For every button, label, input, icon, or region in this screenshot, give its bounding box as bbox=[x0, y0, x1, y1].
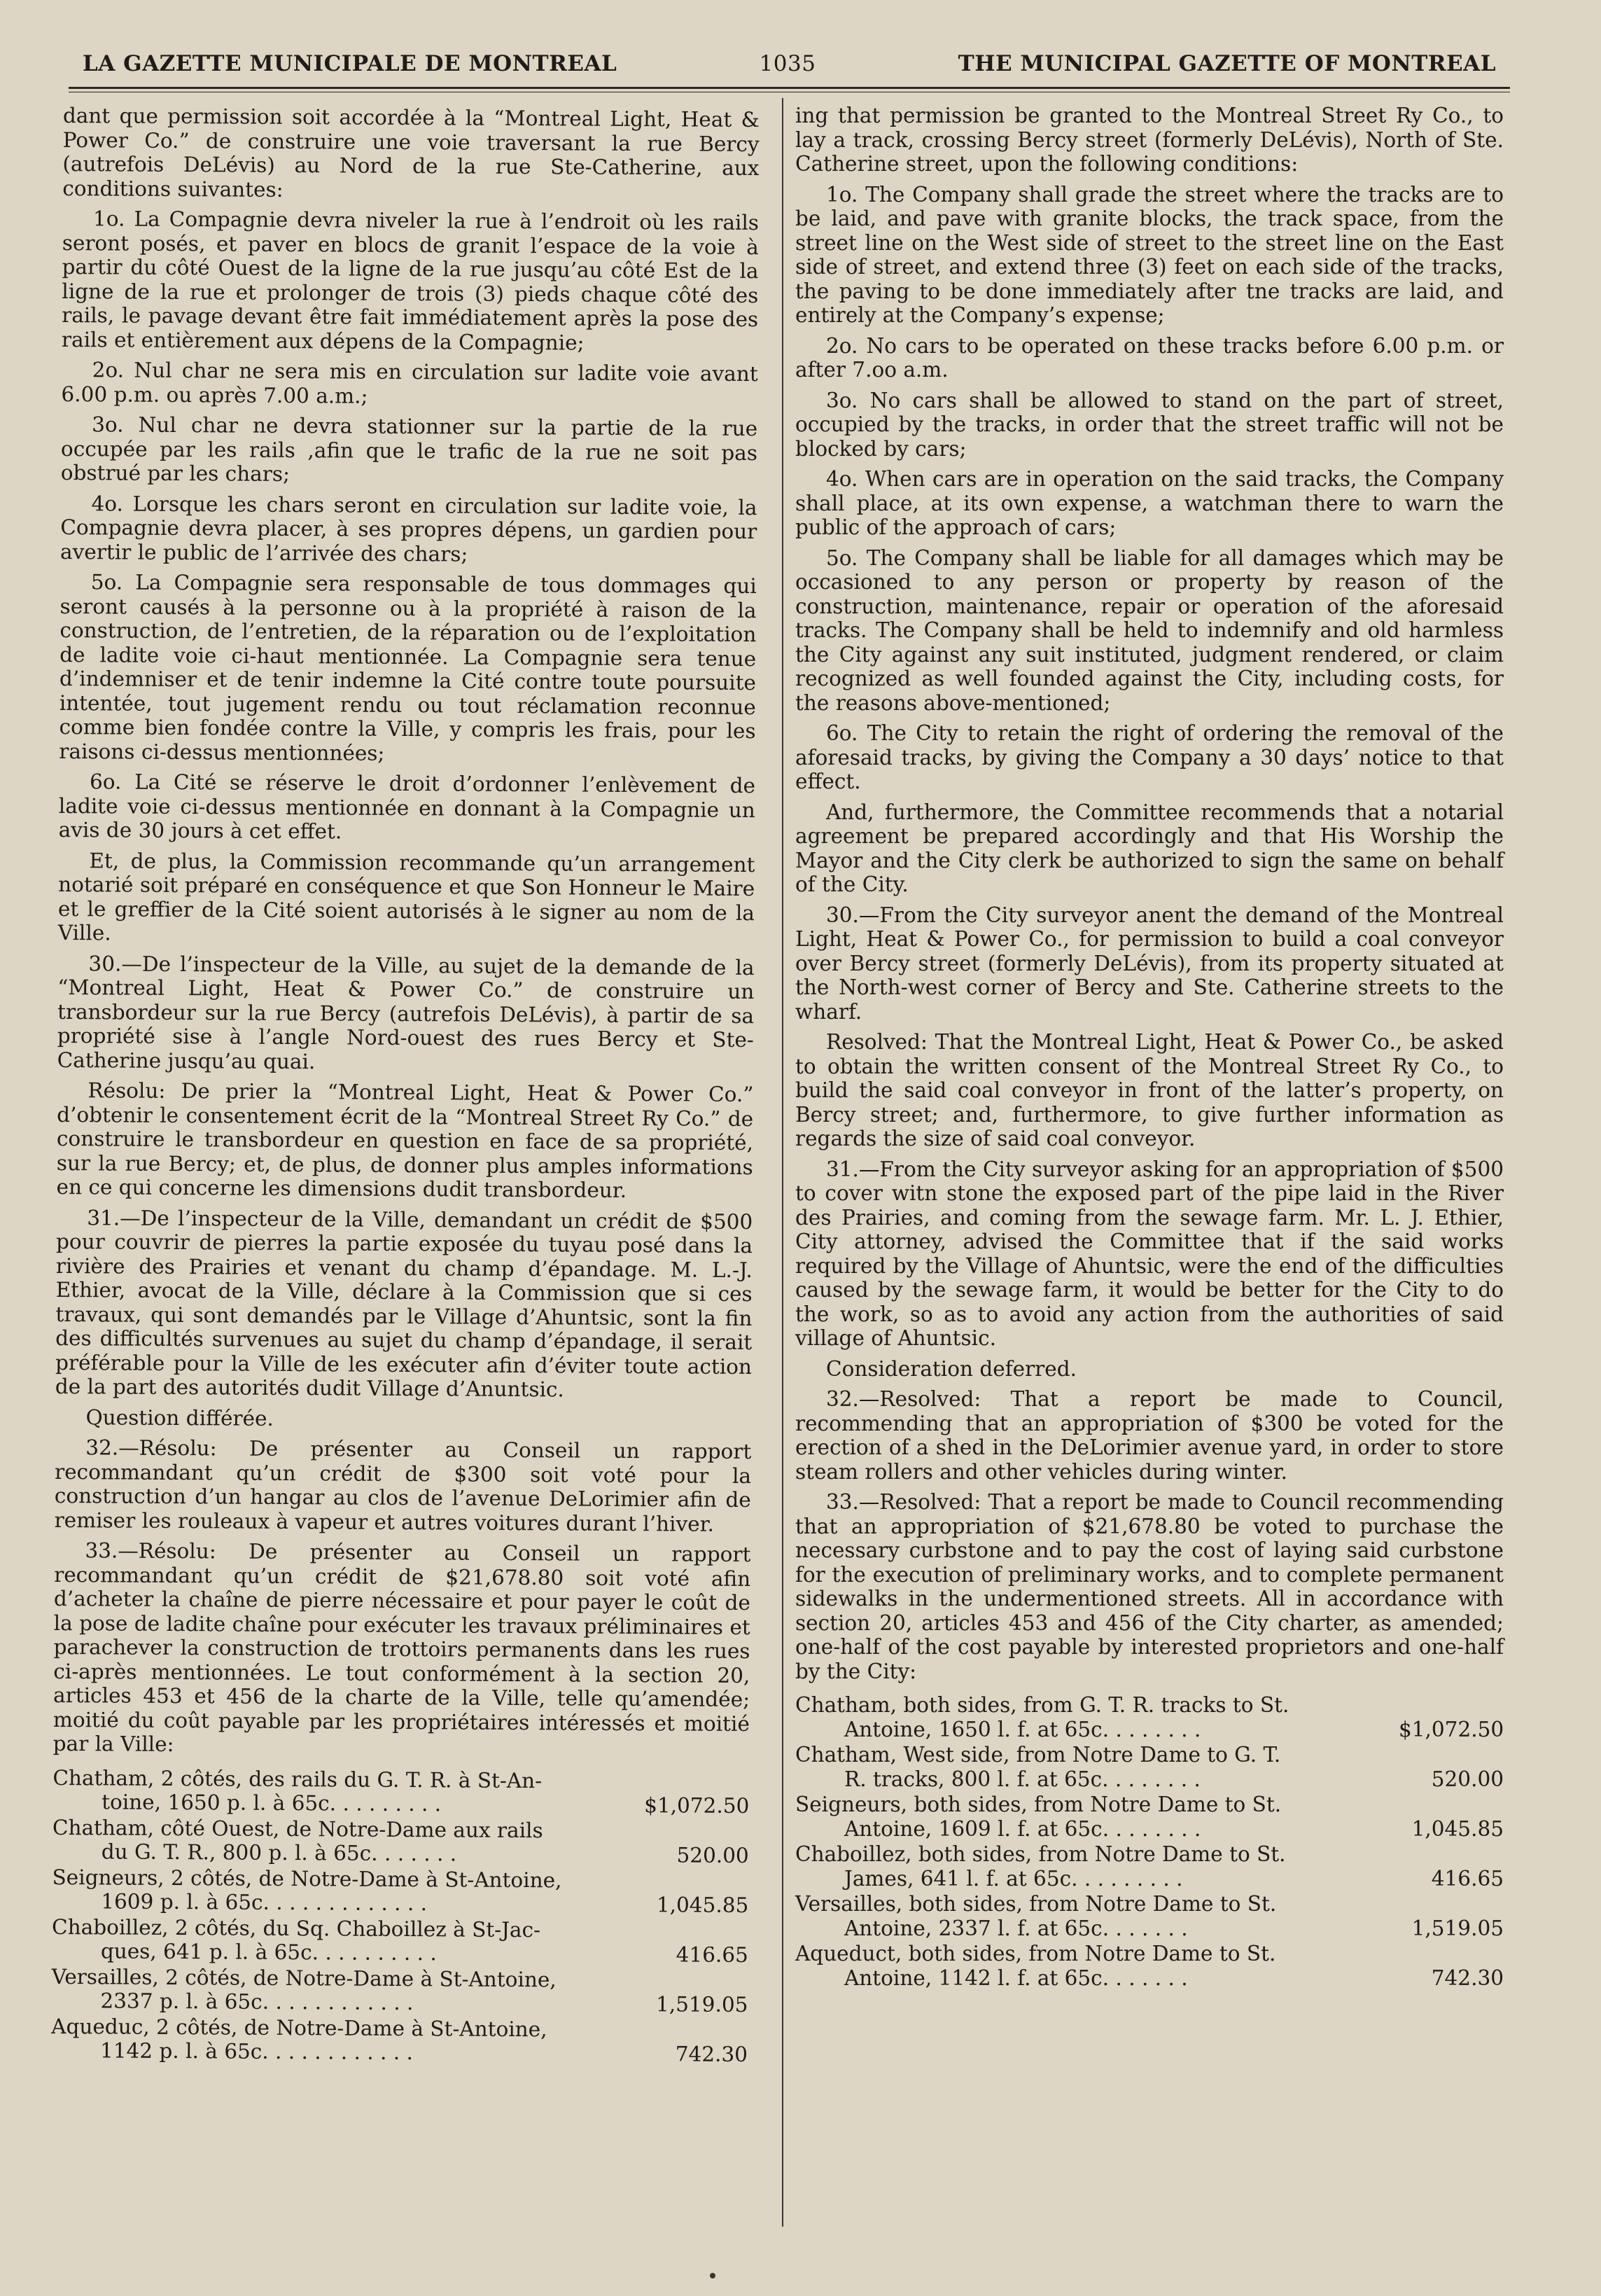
item-line2: Antoine, 1142 l. f. at 65c. . . . . . . bbox=[844, 1965, 1188, 1990]
en-paragraph: Resolved: That the Montreal Light, Heat & Power Co., be asked to obtain the written consent of the Montreal Street Ry Co., to build the said coal conveyor in front of the latter’s property, on Bercy street; and, furthermore, to give further information as regards the size of said coal conveyor. bbox=[795, 1030, 1504, 1150]
en-paragraph: 33.—Resolved: That a report be made to Council recommending that an appropriation of $21,678.80 be voted to purchase the necessary curbstone and to pay the cost of laying said curbstone for the execution of preliminary works, and to complete permanent sidewalks in the undermentioned streets. All in accordance with section 20, articles 453 and 456 of the City charter, as amended; one-half of the cost payable by interested proprietors and one-half by the City: bbox=[795, 1490, 1504, 1683]
fr-paragraph: 6o. La Cité se réserve le droit d’ordonner l’enlèvement de ladite voie ci-dessus mentionnée en donnant à la Compagnie un avis de 30 jours à cet effet. bbox=[58, 770, 756, 844]
item-amount: 1,045.85 bbox=[656, 1893, 749, 1918]
fr-paragraph: 3o. Nul char ne devra stationner sur la partie de la rue occupée par les rails ,afin que le trafic de la rue ne soit pas obstrué par les chars; bbox=[60, 412, 758, 486]
en-paragraph: Consideration deferred. bbox=[826, 1356, 1077, 1381]
fr-paragraph: 31.—De l’inspecteur de la Ville, demandant un crédit de $500 pour couvrir de pierres la partie exposée du tuyau posé dans la rivière des Prairies et venant du champ d’épandage. M. L.-J. Ethier, avocat de la Ville, déclare à la Commission que si ces travaux, qui sont demandés par le Village d’Ahuntsic, sont la fin des difficultés survenues au sujet du champ d’épandage, il serait préférable pour la Ville de les exécuter afin d’éviter toute action de la part des autorités dudit Village d’Anuntsic. bbox=[55, 1205, 753, 1402]
en-paragraph: And, furthermore, the Committee recommends that a notarial agreement be prepared accordingly and that His Worship the Mayor and the City clerk be authorized to sign the same on behalf of the City. bbox=[795, 800, 1504, 896]
item-line1: Aqueduct, both sides, from Notre Dame to St. bbox=[795, 1942, 1276, 1965]
list-item bbox=[795, 1743, 1504, 1791]
fr-paragraph: 32.—Résolu: De présenter au Conseil un rapport recommandant qu’un crédit de $300 soit voté pour la construction d’un hangar au clos de l’avenue DeLorimier afin de remiser les rouleaux à vapeur et autres voitures durant l’hiver. bbox=[54, 1435, 752, 1536]
fr-paragraph: 2o. Nul char ne sera mis en circulation sur ladite voie avant 6.00 p.m. ou après 7.00 a.m.; bbox=[61, 358, 758, 408]
item-amount: $1,072.50 bbox=[1399, 1717, 1504, 1741]
fr-paragraph: 5o. La Compagnie sera responsable de tous dommages qui seront causés à la personne ou à la propriété à raison de la construction, de l’entretien, de la réparation ou de l’exploitation de ladite voie ci-haut mentionnée. La Compagnie sera tenue d’indemniser et de tenir indemne la Cité contre toute poursuite intentée, tout jugement rendu ou tout réclamation reconnue comme bien fondée contre la Ville, y compris les frais, pour les raisons ci-dessus mentionnées; bbox=[59, 570, 757, 765]
item-line2: Antoine, 2337 l. f. at 65c. . . . . . . bbox=[844, 1916, 1188, 1940]
fr-cost-list bbox=[51, 1765, 750, 2066]
item-line2: Antoine, 1650 l. f. at 65c. . . . . . . . bbox=[844, 1717, 1201, 1741]
en-cost-list bbox=[795, 1693, 1504, 1990]
item-line2: James, 641 l. f. at 65c. . . . . . . . . bbox=[844, 1866, 1183, 1891]
list-item bbox=[53, 1815, 749, 1867]
left-column bbox=[51, 104, 760, 2068]
item-line1: Seigneurs, 2 côtés, de Notre-Dame à St-Antoine, bbox=[52, 1865, 562, 1892]
en-paragraph: 4o. When cars are in operation on the said tracks, the Company shall place, at its own expense, a watchman there to warn the public of the approach of cars; bbox=[795, 467, 1504, 539]
item-line2: toine, 1650 p. l. à 65c. . . . . . . . . bbox=[102, 1790, 442, 1816]
fr-paragraph: 33.—Résolu: De présenter au Conseil un rapport recommandant qu’un crédit de $21,678.80 soit voté afin d’acheter la chaîne de pierre nécessaire et pour payer le coût de la pose de ladite chaîne pour exécuter les travaux préliminaires et parachever la construction de trottoirs permanents dans les rues ci-après mentionnées. Le tout conformément à la section 20, articles 453 et 456 de la charte de la Ville, telle qu’amendée; moitié du coût payable par les propriétaires intéressés et moitié par la Ville: bbox=[53, 1538, 751, 1757]
en-paragraph: 3o. No cars shall be allowed to stand on the part of street, occupied by the tracks, in order that the street traffic will not be blocked by cars; bbox=[795, 388, 1504, 461]
item-line1: Chaboillez, 2 côtés, du Sq. Chaboillez à St-Jac- bbox=[51, 1914, 541, 1942]
list-item bbox=[795, 1793, 1504, 1841]
en-paragraph: 1o. The Company shall grade the street where the tracks are to be laid, and pave with granite blocks, the track space, from the street line on the West side of street to the street line on the East side of street, and extend three (3) feet on each side of the tracks, the paving to be done immediately after tne tracks are laid, and entirely at the Company’s expense; bbox=[795, 182, 1504, 327]
en-paragraph: 5o. The Company shall be liable for all damages which may be occasioned to any person or property by reason of the construction, maintenance, repair or operation of the aforesaid tracks. The Company shall be held to indemnify and old harmless the City against any suit instituted, judgment rendered, or claim recognized as well founded against the City, including costs, for the reasons above-mentioned; bbox=[795, 545, 1504, 715]
fr-paragraph: Et, de plus, la Commission recommande qu’un arrangement notarié soit préparé en conséquence et que Son Honneur le Maire et le greffier de la Cité soient autorisés à le signer au nom de la Ville. bbox=[57, 848, 755, 945]
right-column bbox=[795, 104, 1504, 1991]
en-paragraph: 32.—Resolved: That a report be made to Council, recommending that an appropriation of $300 be voted for the erection of a shed in the DeLorimier avenue yard, in order to store steam rollers and other vehicles during winter. bbox=[795, 1387, 1504, 1484]
item-line1: Versailles, 2 côtés, de Notre-Dame à St-Antoine, bbox=[51, 1964, 557, 1991]
fr-paragraph: Résolu: De prier la “Montreal Light, Heat & Power Co.” d’obtenir le consentement écrit de la “Montreal Street Ry Co.” de construire le transbordeur en question en face de sa propriété, sur la rue Bercy; et, de plus, de donner plus amples informations en ce qui concerne les dimensions dudit transbordeur. bbox=[56, 1078, 754, 1202]
fr-paragraph: Question différée. bbox=[85, 1405, 274, 1431]
item-amount: 520.00 bbox=[676, 1843, 749, 1868]
item-line2: du G. T. R., 800 p. l. à 65c. . . . . . . bbox=[101, 1839, 457, 1866]
list-item bbox=[795, 1942, 1504, 1990]
item-line2: Antoine, 1609 l. f. at 65c. . . . . . . . bbox=[844, 1816, 1201, 1841]
header-right-title: THE MUNICIPAL GAZETTE OF MONTREAL bbox=[958, 51, 1496, 76]
item-amount: 520.00 bbox=[1431, 1767, 1504, 1791]
item-amount: 742.30 bbox=[675, 2042, 748, 2067]
list-item bbox=[53, 1765, 749, 1818]
item-amount: 416.65 bbox=[1431, 1866, 1504, 1891]
item-line1: Aqueduc, 2 côtés, de Notre-Dame à St-Antoine, bbox=[51, 2014, 547, 2041]
fr-paragraph: dant que permission soit accordée à la “Montreal Light, Heat & Power Co.” de construire une voie traversant la rue Bercy (autrefois DeLévis) au Nord de la rue Ste-Catherine, aux conditions suivantes: bbox=[62, 104, 760, 202]
item-line2: ques, 641 p. l. à 65c. . . . . . . . . . bbox=[100, 1939, 437, 1965]
item-line1: Chatham, 2 côtés, des rails du G. T. R. à St-An- bbox=[53, 1765, 543, 1793]
page-header bbox=[83, 46, 1496, 81]
page-number: 1035 bbox=[759, 51, 816, 76]
list-item bbox=[51, 1964, 748, 2017]
item-amount: 1,519.05 bbox=[655, 1992, 748, 2017]
item-line2: 1609 p. l. à 65c. . . . . . . . . . . . . bbox=[101, 1889, 428, 1916]
item-line1: Chatham, both sides, from G. T. R. tracks to St. bbox=[795, 1693, 1289, 1717]
list-item bbox=[52, 1865, 748, 1917]
item-line1: Chatham, côté Ouest, de Notre-Dame aux rails bbox=[52, 1815, 543, 1842]
item-line1: Chatham, West side, from Notre Dame to G. T. bbox=[795, 1743, 1281, 1767]
item-amount: 1,045.85 bbox=[1411, 1816, 1504, 1841]
column-divider bbox=[782, 98, 783, 2227]
fr-paragraph: 30.—De l’inspecteur de la Ville, au sujet de la demande de la “Montreal Light, Heat & Power Co.” de construire un transbordeur sur la rue Bercy (autrefois DeLévis), à partir de sa propriété sise à l’angle Nord-ouest des rues Bercy et Ste-Catherine jusqu’au quai. bbox=[57, 951, 755, 1073]
item-amount: 416.65 bbox=[676, 1942, 748, 1968]
fr-paragraph: 4o. Lorsque les chars seront en circulation sur ladite voie, la Compagnie devra placer, à ses propres dépens, un gardien pour avertir le public de l’arrivée des chars; bbox=[60, 491, 757, 566]
item-amount: 1,519.05 bbox=[1411, 1916, 1504, 1940]
header-left-title: LA GAZETTE MUNICIPALE DE MONTREAL bbox=[83, 51, 617, 76]
en-paragraph: 31.—From the City surveyor asking for an appropriation of $500 to cover witn stone the exposed part of the pipe laid in the River des Prairies, and coming from the sewage farm. Mr. L. J. Ethier, City attorney, advised the Committee that if the said works required by the Village of Ahuntsic, were the end of the difficulties caused by the sewage farm, it would be better for the City to do the work, so as to avoid any action from the authorities of said village of Ahuntsic. bbox=[795, 1157, 1504, 1350]
en-paragraph: 6o. The City to retain the right of ordering the removal of the aforesaid tracks, by giving the Company a 30 days’ notice to that effect. bbox=[795, 721, 1504, 793]
item-line1: Chaboillez, both sides, from Notre Dame to St. bbox=[795, 1842, 1286, 1866]
header-rule bbox=[69, 87, 1510, 92]
list-item bbox=[52, 1914, 748, 1967]
printer-mark bbox=[710, 2273, 715, 2278]
item-amount: $1,072.50 bbox=[644, 1793, 750, 1818]
item-line2: 1142 p. l. à 65c. . . . . . . . . . . . bbox=[99, 2038, 414, 2065]
item-amount: 742.30 bbox=[1431, 1965, 1504, 1990]
list-item bbox=[51, 2014, 748, 2066]
list-item bbox=[795, 1842, 1504, 1891]
en-paragraph: ing that permission be granted to the Montreal Street Ry Co., to lay a track, crossing Bercy street (formerly DeLévis), North of Ste. Catherine street, upon the following conditions: bbox=[795, 104, 1504, 176]
en-paragraph: 30.—From the City surveyor anent the demand of the Montreal Light, Heat & Power Co., for permission to build a coal conveyor over Bercy street (formerly DeLévis), from its property situated at the North-west corner of Bercy and Ste. Catherine streets to the wharf. bbox=[795, 903, 1504, 1024]
en-paragraph: 2o. No cars to be operated on these tracks before 6.00 p.m. or after 7.oo a.m. bbox=[795, 333, 1504, 382]
item-line1: Seigneurs, both sides, from Notre Dame to St. bbox=[795, 1793, 1282, 1816]
list-item bbox=[795, 1892, 1504, 1940]
item-line1: Versailles, both sides, from Notre Dame to St. bbox=[795, 1892, 1277, 1916]
item-line2: R. tracks, 800 l. f. at 65c. . . . . . . . bbox=[844, 1767, 1201, 1791]
fr-paragraph: 1o. La Compagnie devra niveler la rue à l’endroit où les rails seront posés, et paver en blocs de granit l’espace de la voie à partir du côté Ouest de la ligne de la rue jusqu’au côté Est de la ligne de la rue et prolonger de trois (3) pieds chaque côté des rails, le pavage devant être fait immédiatement après la pose des rails et entièrement aux dépens de la Compagnie; bbox=[61, 207, 760, 355]
list-item bbox=[795, 1693, 1504, 1741]
item-line2: 2337 p. l. à 65c. . . . . . . . . . . . bbox=[100, 1989, 414, 2015]
